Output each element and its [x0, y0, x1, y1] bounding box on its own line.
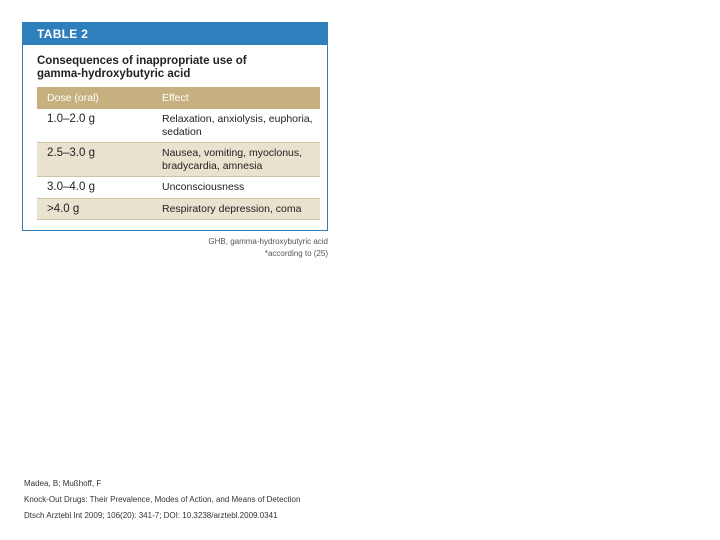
dose-cell: 3.0–4.0 g	[37, 177, 152, 199]
effect-line: sedation	[162, 125, 202, 138]
table-card	[22, 22, 328, 231]
column-header-dose: Dose (oral)	[37, 87, 152, 109]
effect-cell	[152, 143, 320, 177]
citation-journal: Dtsch Arztebl Int 2009; 106(20): 341-7; DOI: 10.3238/arztebl.2009.0341	[24, 511, 278, 520]
table-row	[37, 109, 320, 143]
table-row	[37, 177, 320, 199]
table-title-line: gamma-hydroxybutyric acid	[37, 68, 191, 80]
effect-cell: Respiratory depression, coma	[152, 198, 320, 220]
table-title	[23, 45, 327, 85]
effect-line: bradycardia, amnesia	[162, 159, 263, 172]
table-footnote	[200, 236, 328, 260]
dose-cell: 1.0–2.0 g	[37, 109, 152, 143]
citation-authors: Madea, B; Mußhoff, F	[24, 479, 102, 488]
effect-cell	[152, 109, 320, 143]
citation	[24, 476, 300, 524]
column-header-effect: Effect	[152, 87, 320, 109]
footnote-line: GHB, gamma-hydroxybutyric acid	[208, 237, 328, 246]
dose-cell: >4.0 g	[37, 198, 152, 220]
dose-cell: 2.5–3.0 g	[37, 143, 152, 177]
table-header-row	[37, 87, 320, 109]
footnote-line: *according to (25)	[264, 249, 328, 258]
effect-cell: Unconsciousness	[152, 177, 320, 199]
data-table	[37, 87, 320, 220]
effect-line: Relaxation, anxiolysis, euphoria,	[162, 113, 313, 125]
table-title-line: Consequences of inappropriate use of	[37, 55, 247, 67]
citation-title: Knock-Out Drugs: Their Prevalence, Modes of Action, and Means of Detection	[24, 495, 301, 504]
table-row	[37, 143, 320, 177]
table-label: TABLE 2	[23, 23, 327, 45]
table-row	[37, 198, 320, 220]
effect-line: Nausea, vomiting, myoclonus,	[162, 147, 303, 159]
